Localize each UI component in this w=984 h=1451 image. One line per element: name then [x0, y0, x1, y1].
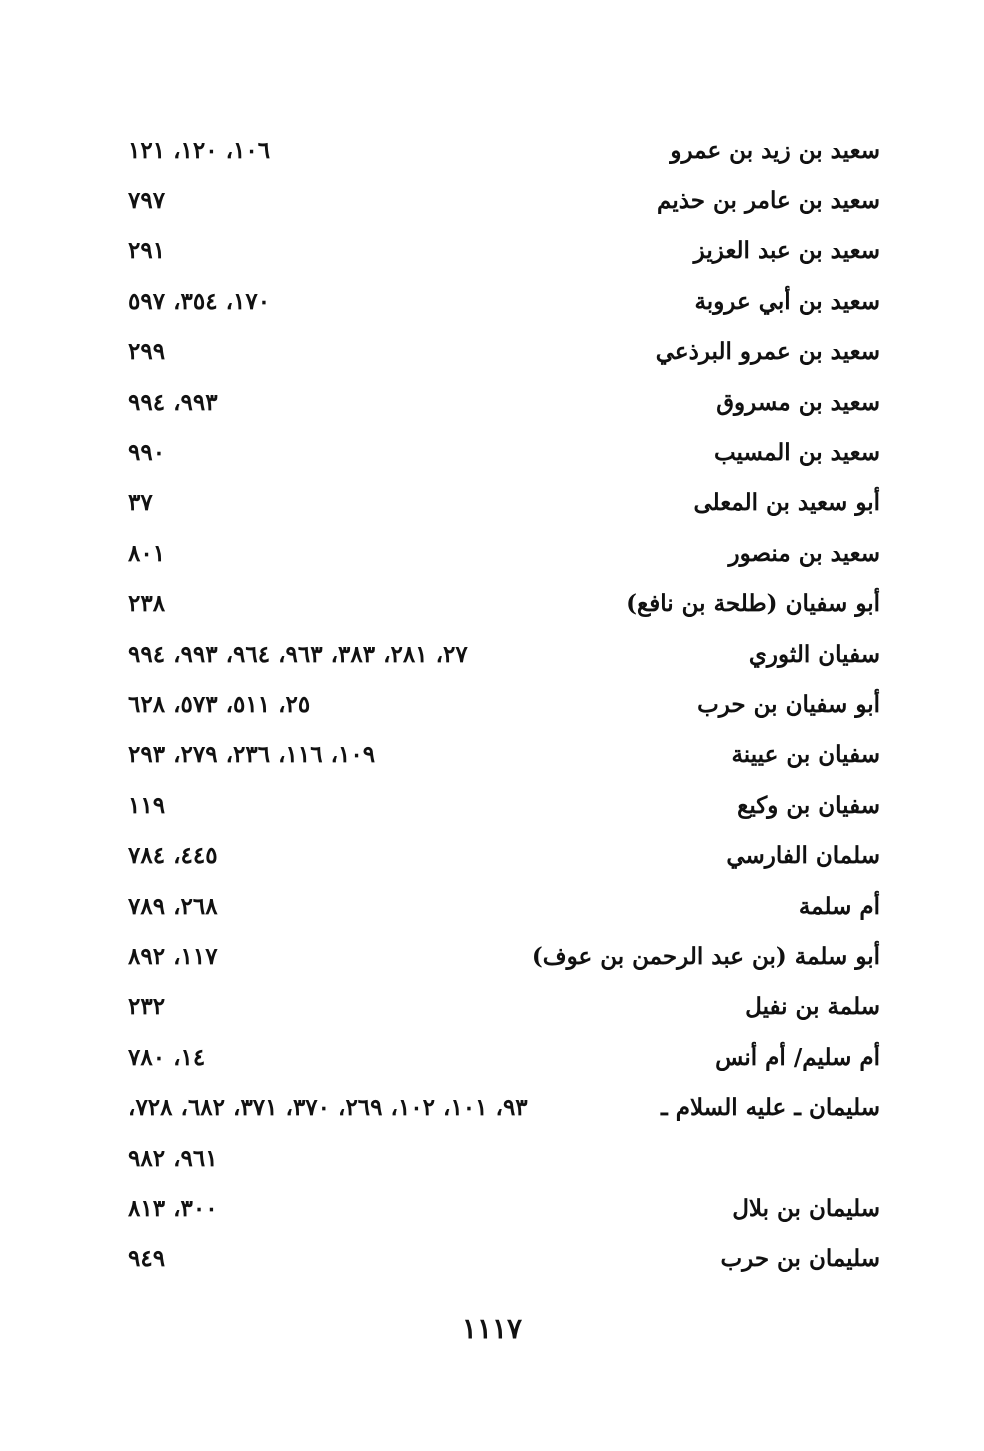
entry-pages: ١٤، ٧٨٠ — [128, 1043, 206, 1071]
index-entry — [128, 881, 880, 931]
entry-name: سعيد بن المسيب — [713, 439, 880, 467]
entry-pages: ١٠٩، ١١٦، ٢٣٦، ٢٧٩، ٢٩٣ — [128, 741, 376, 769]
entry-pages: ٢٣٨ — [128, 590, 166, 618]
entry-pages: ١٠٦، ١٢٠، ١٢١ — [128, 136, 271, 164]
entry-name: سعيد بن أبي عروبة — [694, 287, 880, 315]
entry-pages: ٩٣، ١٠١، ١٠٢، ٢٦٩، ٣٧٠، ٣٧١، ٦٨٢، ٧٢٨، — [128, 1094, 528, 1122]
entry-name: أبو سفيان بن حرب — [697, 690, 880, 718]
index-entry — [128, 175, 880, 225]
entry-pages: ١١٩ — [128, 791, 166, 819]
index-entry — [128, 730, 880, 780]
index-entry — [128, 1032, 880, 1082]
entry-name: سعيد بن مسروق — [716, 388, 880, 416]
index-entry — [128, 226, 880, 276]
entry-name: سفيان بن وكيع — [737, 791, 880, 819]
entry-name: سفيان الثوري — [748, 640, 880, 668]
index-entry — [128, 982, 880, 1032]
entry-name: سليمان ـ عليه السلام ـ — [660, 1094, 880, 1122]
index-entry — [128, 579, 880, 629]
index-entry — [128, 125, 880, 175]
entry-name: سليمان بن بلال — [732, 1194, 880, 1222]
index-entry — [128, 679, 880, 729]
entry-name: سفيان بن عيينة — [731, 741, 880, 769]
entry-name: سعيد بن عامر بن حذيم — [657, 187, 880, 215]
entry-pages: ٣٧ — [128, 489, 153, 517]
entry-name: سعيد بن عبد العزيز — [693, 237, 880, 265]
index-entry — [128, 276, 880, 326]
entry-name: سعيد بن منصور — [728, 539, 880, 567]
entry-name: أبو سفيان (طلحة بن نافع) — [626, 590, 880, 618]
entry-pages: ٤٤٥، ٧٨٤ — [128, 842, 218, 870]
entry-pages: ١١٧، ٨٩٢ — [128, 942, 218, 970]
index-entry — [128, 1183, 880, 1233]
index-entry — [128, 830, 880, 880]
index-entry — [128, 629, 880, 679]
entry-pages: ٢٩١ — [128, 237, 166, 265]
index-entry — [128, 1082, 880, 1132]
entry-pages: ١٧٠، ٣٥٤، ٥٩٧ — [128, 287, 271, 315]
index-entry — [128, 427, 880, 477]
entry-pages: ٩٩٠ — [128, 439, 166, 467]
entry-pages: ٢٥، ٥١١، ٥٧٣، ٦٢٨ — [128, 690, 311, 718]
index-entry — [128, 528, 880, 578]
entry-name: أبو سلمة (بن عبد الرحمن بن عوف) — [531, 942, 880, 970]
entry-pages: ٩٩٣، ٩٩٤ — [128, 388, 218, 416]
entry-name: أبو سعيد بن المعلى — [693, 489, 880, 517]
entry-pages: ٧٩٧ — [128, 187, 166, 215]
index-entry — [128, 327, 880, 377]
page-number: ١١١٧ — [461, 1312, 523, 1345]
entry-pages: ٨٠١ — [128, 539, 166, 567]
index-entry — [128, 1133, 880, 1183]
entry-pages: ٢٩٩ — [128, 338, 166, 366]
entry-pages: ٢٦٨، ٧٨٩ — [128, 892, 218, 920]
index-entry — [128, 1234, 880, 1284]
entry-pages: ٣٠٠، ٨١٣ — [128, 1194, 218, 1222]
index-entry — [128, 780, 880, 830]
entry-pages: ٢٣٢ — [128, 993, 166, 1021]
entry-pages: ٢٧، ٢٨١، ٣٨٣، ٩٦٣، ٩٦٤، ٩٩٣، ٩٩٤ — [128, 640, 468, 668]
entry-name: سلمان الفارسي — [726, 842, 880, 870]
index-entry — [128, 377, 880, 427]
entry-name: سلمة بن نفيل — [745, 993, 880, 1021]
entry-name: سليمان بن حرب — [720, 1245, 880, 1273]
entry-name: سعيد بن عمرو البرذعي — [655, 338, 880, 366]
index-entry — [128, 478, 880, 528]
entry-name: أم سليم/ أم أنس — [715, 1043, 880, 1071]
index-list — [128, 125, 880, 1284]
entry-pages: ٩٤٩ — [128, 1245, 166, 1273]
entry-name: سعيد بن زيد بن عمرو — [670, 136, 880, 164]
entry-name: أم سلمة — [798, 892, 880, 920]
entry-pages: ٩٦١، ٩٨٢ — [128, 1144, 218, 1172]
index-entry — [128, 931, 880, 981]
